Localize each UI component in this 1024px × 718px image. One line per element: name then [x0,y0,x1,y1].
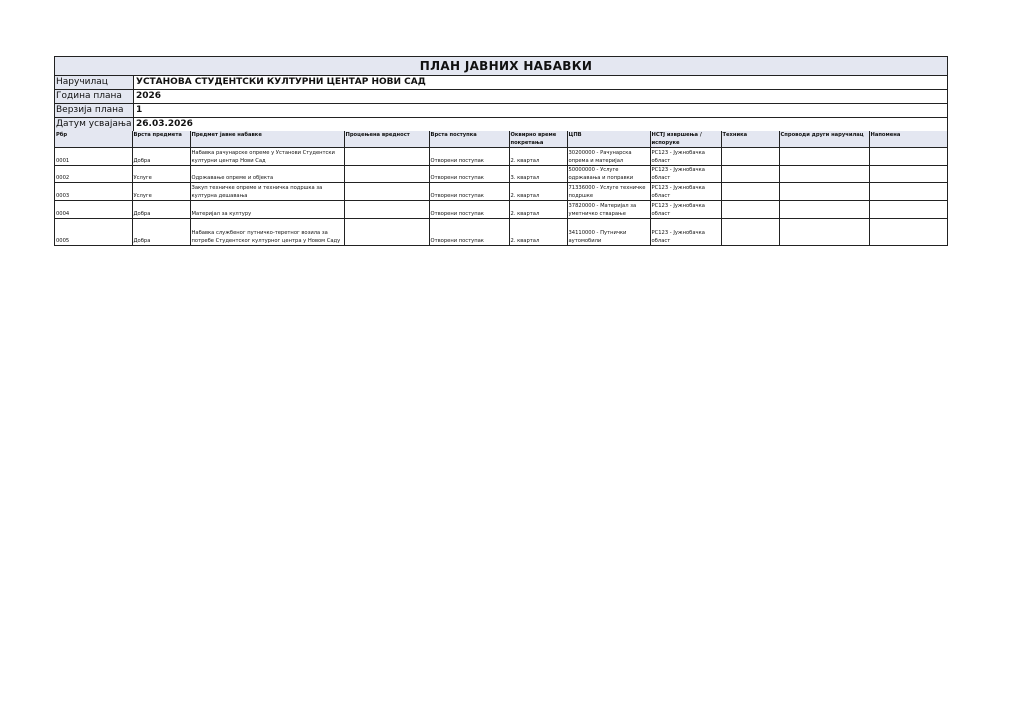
cell-other-authority [779,219,869,245]
cell-estimated-value [344,183,429,201]
column-header: Техника [721,131,779,148]
cell-note [869,166,947,183]
cell-procedure: Отворени поступак [429,201,509,219]
column-header: НСТЈ извршења / испоруке [650,131,721,148]
cell-type: Добра [132,219,190,245]
cell-technique [721,148,779,166]
cell-rbr: 0002 [55,166,132,183]
meta-row-plan-year [55,90,947,104]
cell-technique [721,201,779,219]
page-title: ПЛАН ЈАВНИХ НАБАВКИ [55,57,947,76]
cell-note [869,201,947,219]
meta-value: 2026 [134,90,947,103]
cell-cpv: 71336000 - Услуге техничке подршке [567,183,650,201]
cell-other-authority [779,148,869,166]
cell-cpv: 34110000 - Путнички аутомобили [567,219,650,245]
cell-type: Добра [132,201,190,219]
cell-technique [721,219,779,245]
cell-procedure: Отворени поступак [429,166,509,183]
meta-label: Датум усвајања [55,118,134,131]
cell-rbr: 0005 [55,219,132,245]
column-header: Напомена [869,131,947,148]
cell-nstj: РС123 - Јужнобачка област [650,201,721,219]
meta-label: Верзија плана [55,104,134,117]
cell-type: Добра [132,148,190,166]
cell-technique [721,166,779,183]
cell-rbr: 0004 [55,201,132,219]
table-row [55,166,947,183]
column-header: Врста предмета [132,131,190,148]
cell-timeframe: 2. квартал [509,201,567,219]
cell-nstj: РС123 - Јужнобачка област [650,219,721,245]
cell-technique [721,183,779,201]
cell-rbr: 0003 [55,183,132,201]
cell-other-authority [779,201,869,219]
cell-subject: Одржавање опреме и објекта [190,166,344,183]
cell-note [869,219,947,245]
cell-procedure: Отворени поступак [429,183,509,201]
meta-row-contracting-authority [55,76,947,90]
column-header: Предмет јавне набавке [190,131,344,148]
cell-timeframe: 3. квартал [509,166,567,183]
cell-timeframe: 2. квартал [509,148,567,166]
column-header: Рбр [55,131,132,148]
meta-value: УСТАНОВА СТУДЕНТСКИ КУЛТУРНИ ЦЕНТАР НОВИ САД [134,76,947,89]
cell-timeframe: 2. квартал [509,183,567,201]
cell-subject: Закуп техничке опреме и техничка подршка за културна дешавања [190,183,344,201]
cell-nstj: РС123 - Јужнобачка област [650,183,721,201]
cell-subject: Набавка рачунарске опреме у Установи Студентски културни центар Нови Сад [190,148,344,166]
cell-cpv: 50000000 - Услуге одржавања и поправки [567,166,650,183]
column-header: Спроводи други наручилац [779,131,869,148]
table-row [55,148,947,166]
cell-nstj: РС123 - Јужнобачка област [650,166,721,183]
cell-note [869,148,947,166]
meta-label: Година плана [55,90,134,103]
procurement-table [55,131,947,245]
table-row [55,183,947,201]
cell-subject: Материјал за културу [190,201,344,219]
cell-estimated-value [344,166,429,183]
meta-row-plan-version [55,104,947,118]
procurement-plan-sheet [54,56,948,246]
cell-nstj: РС123 - Јужнобачка област [650,148,721,166]
cell-other-authority [779,183,869,201]
table-row [55,201,947,219]
cell-rbr: 0001 [55,148,132,166]
cell-procedure: Отворени поступак [429,219,509,245]
column-header: Врста поступка [429,131,509,148]
meta-row-adoption-date [55,118,947,131]
cell-type: Услуге [132,183,190,201]
cell-other-authority [779,166,869,183]
table-row [55,219,947,245]
meta-label: Наручилац [55,76,134,89]
cell-note [869,183,947,201]
cell-type: Услуге [132,166,190,183]
cell-estimated-value [344,219,429,245]
meta-value: 26.03.2026 [134,118,947,131]
cell-subject: Набавка службеног путничко-теретног возила за потребе Студентског културног центра у Новом Саду [190,219,344,245]
cell-estimated-value [344,148,429,166]
cell-cpv: 30200000 - Рачунарска опрема и материјал [567,148,650,166]
cell-cpv: 37820000 - Материјал за уметничко стварање [567,201,650,219]
column-header: ЦПВ [567,131,650,148]
column-header: Оквирно време покретања [509,131,567,148]
cell-timeframe: 2. квартал [509,219,567,245]
cell-procedure: Отворени поступак [429,148,509,166]
column-header: Процењена вредност [344,131,429,148]
cell-estimated-value [344,201,429,219]
meta-value: 1 [134,104,947,117]
table-header-row [55,131,947,148]
